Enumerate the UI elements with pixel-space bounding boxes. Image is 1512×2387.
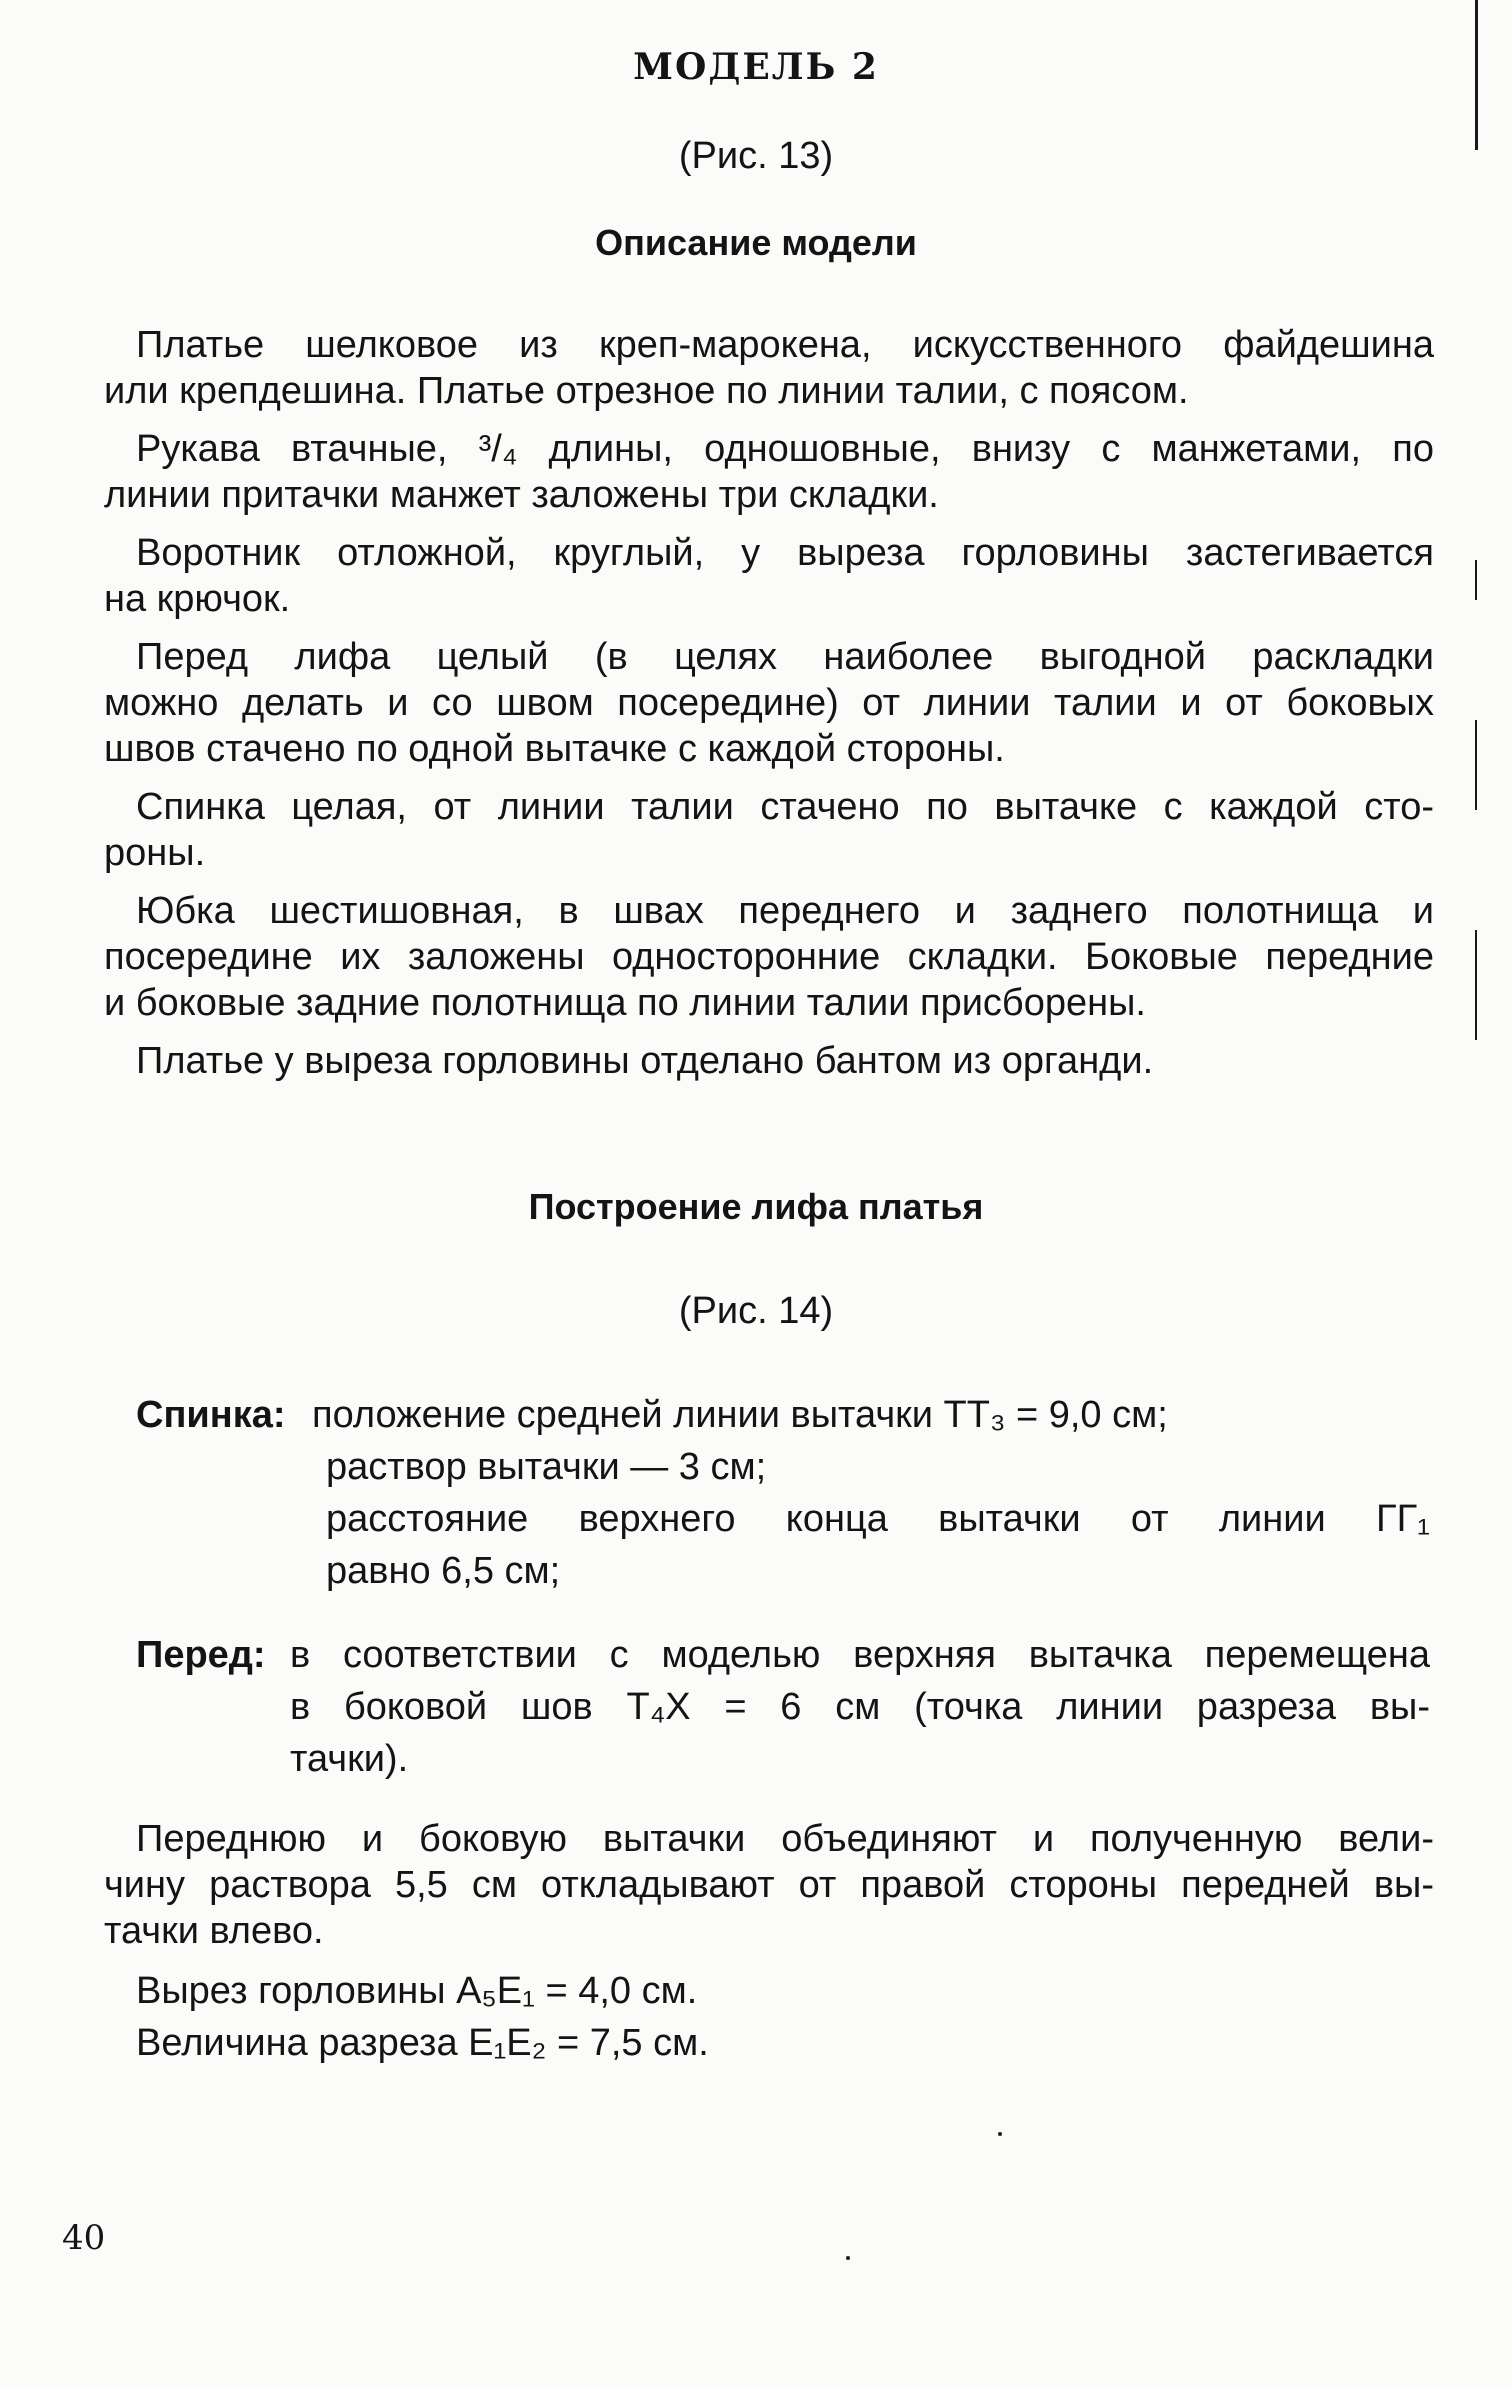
scan-edge-mark xyxy=(1475,720,1477,810)
text-line: Юбка шестишовная, в швах переднего и заднего полотнища и xyxy=(136,890,1434,932)
description-paragraph-2 xyxy=(104,426,1434,518)
text-line: и боковые задние полотнища по линии талии присборены. xyxy=(104,982,1146,1024)
scan-speck xyxy=(998,2132,1002,2136)
section-title-description: Описание модели xyxy=(595,222,917,263)
back-line-1: положение средней линии вытачки ТТ₃ = 9,0 см; xyxy=(312,1394,1168,1436)
text-line: тачки влево. xyxy=(104,1910,324,1952)
scan-edge-mark xyxy=(1475,560,1477,600)
description-paragraph-3 xyxy=(104,530,1434,622)
scan-edge-mark xyxy=(1475,0,1478,150)
slit-size-line: Величина разреза Е₁Е₂ = 7,5 см. xyxy=(136,2022,709,2064)
text-line: на крючок. xyxy=(104,578,291,620)
section-title-construction: Построение лифа платья xyxy=(528,1186,984,1227)
back-line-3: расстояние верхнего конца вытачки от линии ГГ₁ xyxy=(326,1498,1430,1540)
text-line: Воротник отложной, круглый, у выреза горловины застегивается xyxy=(136,532,1434,574)
text-line: Переднюю и боковую вытачки объединяют и полученную вели- xyxy=(136,1818,1434,1860)
model-title: МОДЕЛЬ 2 xyxy=(633,46,879,88)
front-label: Перед: xyxy=(136,1634,266,1676)
scan-speck xyxy=(846,2256,850,2260)
text-line: или крепдешина. Платье отрезное по линии талии, с поясом. xyxy=(104,370,1189,412)
text-line: Спинка целая, от линии талии стачено по вытачке с каждой сто- xyxy=(136,786,1434,828)
front-line-2: в боковой шов Т₄Х = 6 см (точка линии разреза вы- xyxy=(290,1686,1430,1728)
page-number: 40 xyxy=(62,2218,106,2258)
description-paragraph-5 xyxy=(104,784,1434,876)
description-paragraph-1 xyxy=(104,322,1434,414)
neck-cut-line: Вырез горловины А₅Е₁ = 4,0 см. xyxy=(136,1970,698,2012)
back-line-2: раствор вытачки — 3 см; xyxy=(326,1446,767,1488)
figure-reference-14: (Рис. 14) xyxy=(678,1290,834,1332)
front-line-1: в соответствии с моделью верхняя вытачка перемещена xyxy=(290,1634,1430,1676)
description-paragraph-4 xyxy=(104,634,1434,772)
text-line: можно делать и со швом посередине) от линии талии и от боковых xyxy=(104,682,1434,724)
scan-edge-mark xyxy=(1475,930,1477,1040)
back-label: Спинка: xyxy=(136,1394,286,1436)
text-line: роны. xyxy=(104,832,206,874)
text-line: Перед лифа целый (в целях наиболее выгодной раскладки xyxy=(136,636,1434,678)
front-line-3: тачки). xyxy=(290,1738,409,1780)
merge-darts-paragraph xyxy=(104,1816,1434,1954)
text-line: посередине их заложены односторонние складки. Боковые передние xyxy=(104,936,1434,978)
description-paragraph-7 xyxy=(104,1038,1434,1084)
text-line: швов стачено по одной вытачке с каждой стороны. xyxy=(104,728,1005,770)
description-paragraph-6 xyxy=(104,888,1434,1026)
back-line-4: равно 6,5 см; xyxy=(326,1550,561,1592)
text-line: линии притачки манжет заложены три складки. xyxy=(104,474,939,516)
text-line: Платье у выреза горловины отделано бантом из органди. xyxy=(136,1040,1154,1082)
text-line: Рукава втачные, ³/₄ длины, одношовные, внизу с манжетами, по xyxy=(136,428,1434,470)
figure-reference-13: (Рис. 13) xyxy=(678,135,834,177)
text-line: чину раствора 5,5 см откладывают от правой стороны передней вы- xyxy=(104,1864,1434,1906)
text-line: Платье шелковое из креп-марокена, искусственного файдешина xyxy=(136,324,1434,366)
